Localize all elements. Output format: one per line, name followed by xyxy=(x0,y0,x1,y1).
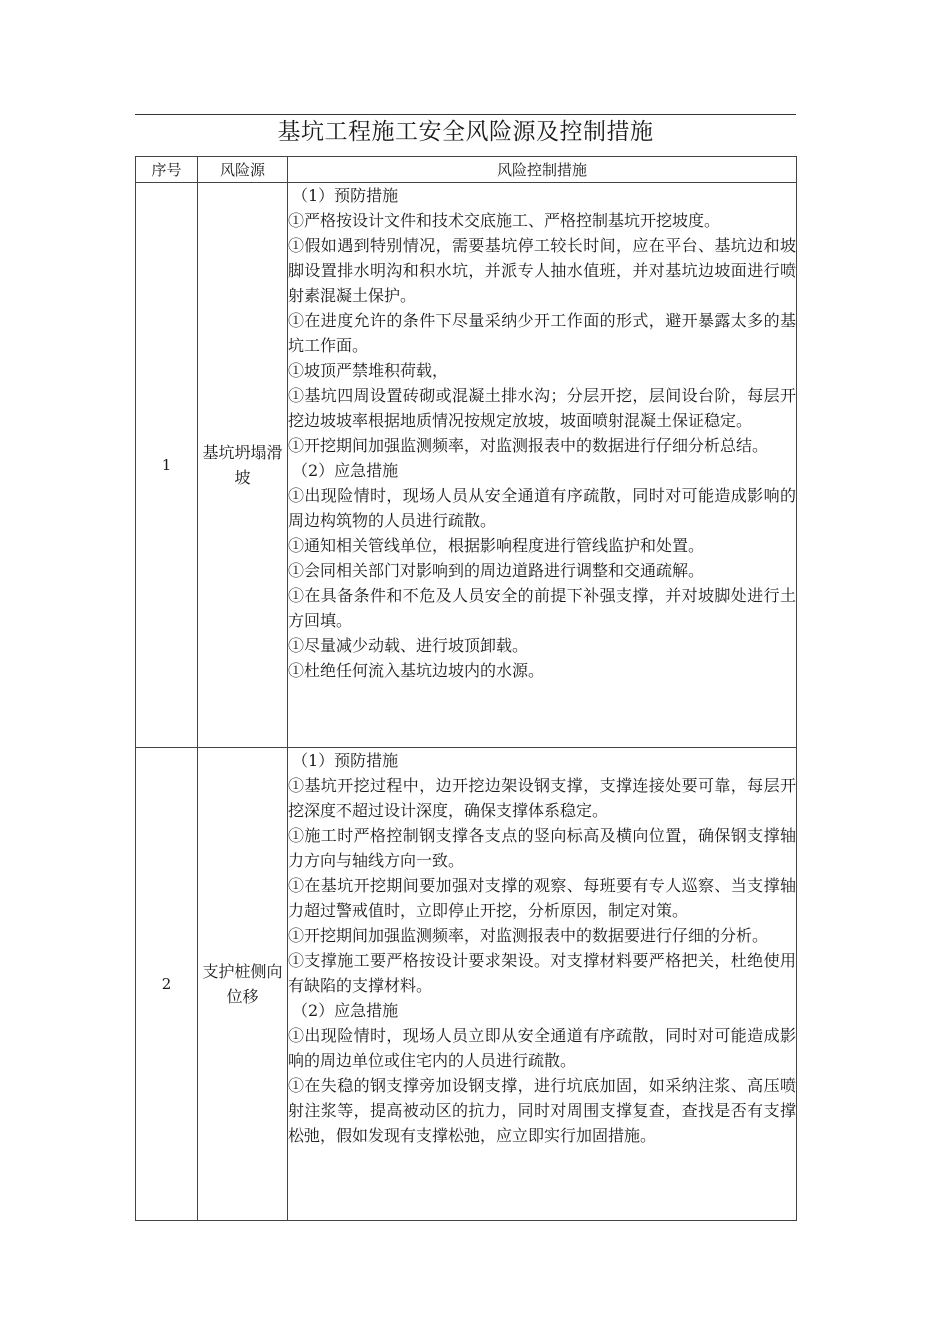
measure-item: ①会同相关部门对影响到的周边道路进行调整和交通疏解。 xyxy=(288,561,705,580)
measures-heading: （1）预防措施 xyxy=(292,186,399,205)
header-source: 风险源 xyxy=(198,157,288,183)
table-row xyxy=(136,748,797,1221)
measure-item: ①杜绝任何流入基坑边坡内的水源。 xyxy=(288,661,545,680)
measure-item: ①假如遇到特别情况，需要基坑停工较长时间，应在平台、基坑边和坡脚设置排水明沟和积水坑，并派专人抽水值班，并对基坑边坡面进行喷射素混凝土保护。 xyxy=(288,236,796,305)
measure-item: ①出现险情时，现场人员立即从安全通道有序疏散，同时对可能造成影响的周边单位或住宅内的人员进行疏散。 xyxy=(288,1026,796,1070)
table-row xyxy=(136,183,797,748)
measure-item: ①基坑四周设置砖砌或混凝土排水沟；分层开挖，层间设台阶，每层开挖边坡坡率根据地质情况按规定放坡，坡面喷射混凝土保证稳定。 xyxy=(288,386,796,430)
control-measures xyxy=(288,183,797,748)
risk-source: 基坑坍塌滑坡 xyxy=(198,183,288,748)
top-rule xyxy=(135,114,796,115)
measure-item: ①在进度允许的条件下尽量采纳少开工作面的形式，避开暴露太多的基坑工作面。 xyxy=(288,311,796,355)
measures-list xyxy=(288,748,796,1212)
measure-item: ①尽量减少动载、进行坡顶卸载。 xyxy=(288,636,529,655)
risk-table xyxy=(135,156,797,1221)
measure-item: ①基坑开挖过程中，边开挖边架设钢支撑，支撑连接处要可靠，每层开挖深度不超过设计深度，确保支撑体系稳定。 xyxy=(288,776,796,820)
header-measures: 风险控制措施 xyxy=(288,157,797,183)
page-title: 基坑工程施工安全风险源及控制措施 xyxy=(277,119,654,145)
table-header-row xyxy=(136,157,797,183)
row-number: 2 xyxy=(136,748,198,1221)
header-num: 序号 xyxy=(136,157,198,183)
measure-item: ①通知相关管线单位，根据影响程度进行管线监护和处置。 xyxy=(288,536,705,555)
measure-item: ①坡顶严禁堆积荷载， xyxy=(288,361,449,380)
measures-list xyxy=(288,183,796,683)
row-number: 1 xyxy=(136,183,198,748)
risk-source: 支护桩侧向位移 xyxy=(198,748,288,1221)
measure-item: ①开挖期间加强监测频率，对监测报表中的数据要进行仔细的分析。 xyxy=(288,926,769,945)
measures-heading: （1）预防措施 xyxy=(292,751,399,770)
control-measures xyxy=(288,748,797,1221)
measure-item: ①出现险情时，现场人员从安全通道有序疏散，同时对可能造成影响的周边构筑物的人员进行疏散。 xyxy=(288,486,796,530)
measure-item: ①在基坑开挖期间要加强对支撑的观察、每班要有专人巡察、当支撑轴力超过警戒值时，立即停止开挖，分析原因，制定对策。 xyxy=(288,876,796,920)
measure-item: ①施工时严格控制钢支撑各支点的竖向标高及横向位置，确保钢支撑轴力方向与轴线方向一致。 xyxy=(288,826,796,870)
measure-item: ①严格按设计文件和技术交底施工、严格控制基坑开挖坡度。 xyxy=(288,211,721,230)
measure-item: ①开挖期间加强监测频率，对监测报表中的数据进行仔细分析总结。 xyxy=(288,436,769,455)
measures-heading: （2）应急措施 xyxy=(292,461,399,480)
measure-item: ①在失稳的钢支撑旁加设钢支撑，进行坑底加固，如采纳注浆、高压喷射注浆等，提高被动区的抗力，同时对周围支撑复查，查找是否有支撑松弛，假如发现有支撑松弛，应立即实行加固措施。 xyxy=(288,1076,796,1145)
measures-heading: （2）应急措施 xyxy=(292,1001,399,1020)
measure-item: ①在具备条件和不危及人员安全的前提下补强支撑，并对坡脚处进行土方回填。 xyxy=(288,586,796,630)
measure-item: ①支撑施工要严格按设计要求架设。对支撑材料要严格把关，杜绝使用有缺陷的支撑材料。 xyxy=(288,951,796,995)
